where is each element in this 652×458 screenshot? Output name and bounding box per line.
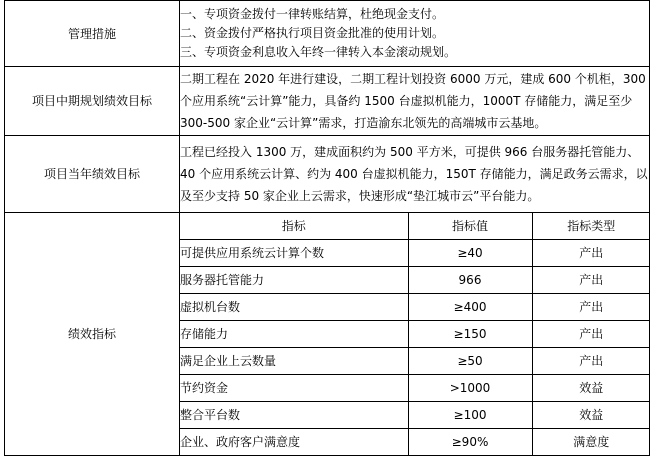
indicator-name: 存储能力: [180, 321, 408, 348]
indicator-value: ≥400: [408, 294, 532, 321]
management-line: 一、专项资金拨付一律转账结算，杜绝现金支付。: [180, 7, 445, 21]
header-type: 指标类型: [532, 213, 650, 240]
indicators-header-row: [180, 213, 650, 240]
table-row: [180, 240, 650, 267]
indicator-value: ≥100: [408, 402, 532, 429]
table-row: [180, 321, 650, 348]
indicator-value: ≥150: [408, 321, 532, 348]
indicators-cell: [180, 213, 650, 456]
table-row: [180, 429, 650, 456]
table-row: [180, 375, 650, 402]
management-label: 管理措施: [5, 1, 180, 67]
management-content: [180, 1, 650, 67]
indicator-name: 虚拟机台数: [180, 294, 408, 321]
indicator-value: 966: [408, 267, 532, 294]
mid-term-row: [5, 67, 650, 136]
indicator-name: 满足企业上云数量: [180, 348, 408, 375]
indicator-name: 节约资金: [180, 375, 408, 402]
indicator-name: 可提供应用系统云计算个数: [180, 240, 408, 267]
indicator-value: ≥40: [408, 240, 532, 267]
indicator-name: 整合平台数: [180, 402, 408, 429]
indicator-type: 产出: [532, 294, 650, 321]
indicator-type: 产出: [532, 240, 650, 267]
indicator-type: 产出: [532, 321, 650, 348]
management-line: 二、资金拨付严格执行项目资金批准的使用计划。: [180, 26, 445, 40]
header-value: 指标值: [408, 213, 532, 240]
indicator-value: ≥50: [408, 348, 532, 375]
indicator-type: 效益: [532, 375, 650, 402]
annual-text: 工程已经投入 1300 万，建成面积约为 500 平方米，可提供 966 台服务器托管能力、40 个应用系统云计算、约为 400 台虚拟机能力，150T 存储能力，满足政务云需求，以及至少支持 50 家企业上云需求，快速形成“垫江城市云”平台能力。: [180, 136, 650, 213]
indicator-type: 产出: [532, 348, 650, 375]
indicators-row: [5, 213, 650, 456]
indicators-table: [180, 213, 650, 455]
management-line: 三、专项资金利息收入年终一律转入本金滚动规划。: [180, 45, 457, 59]
indicator-type: 满意度: [532, 429, 650, 456]
annual-row: [5, 136, 650, 213]
table-row: [180, 402, 650, 429]
indicator-value: ≥90%: [408, 429, 532, 456]
indicator-value: >1000: [408, 375, 532, 402]
annual-label: 项目当年绩效目标: [5, 136, 180, 213]
indicator-type: 效益: [532, 402, 650, 429]
indicator-type: 产出: [532, 267, 650, 294]
table-row: [180, 294, 650, 321]
table-row: [180, 348, 650, 375]
indicator-name: 企业、政府客户满意度: [180, 429, 408, 456]
management-row: [5, 1, 650, 67]
indicators-label: 绩效指标: [5, 213, 180, 456]
header-indicator: 指标: [180, 213, 408, 240]
mid-term-label: 项目中期规划绩效目标: [5, 67, 180, 136]
mid-term-text: 二期工程在 2020 年进行建设，二期工程计划投资 6000 万元，建成 600 个机柜，300 个应用系统“云计算”能力，具备约 1500 台虚拟机能力，1000T 存储能力，满足至少 300-500 家企业“云计算”需求，打造渝东北领先的高端城市云基地。: [180, 67, 650, 136]
performance-goal-table: [4, 0, 650, 456]
table-row: [180, 267, 650, 294]
indicator-name: 服务器托管能力: [180, 267, 408, 294]
